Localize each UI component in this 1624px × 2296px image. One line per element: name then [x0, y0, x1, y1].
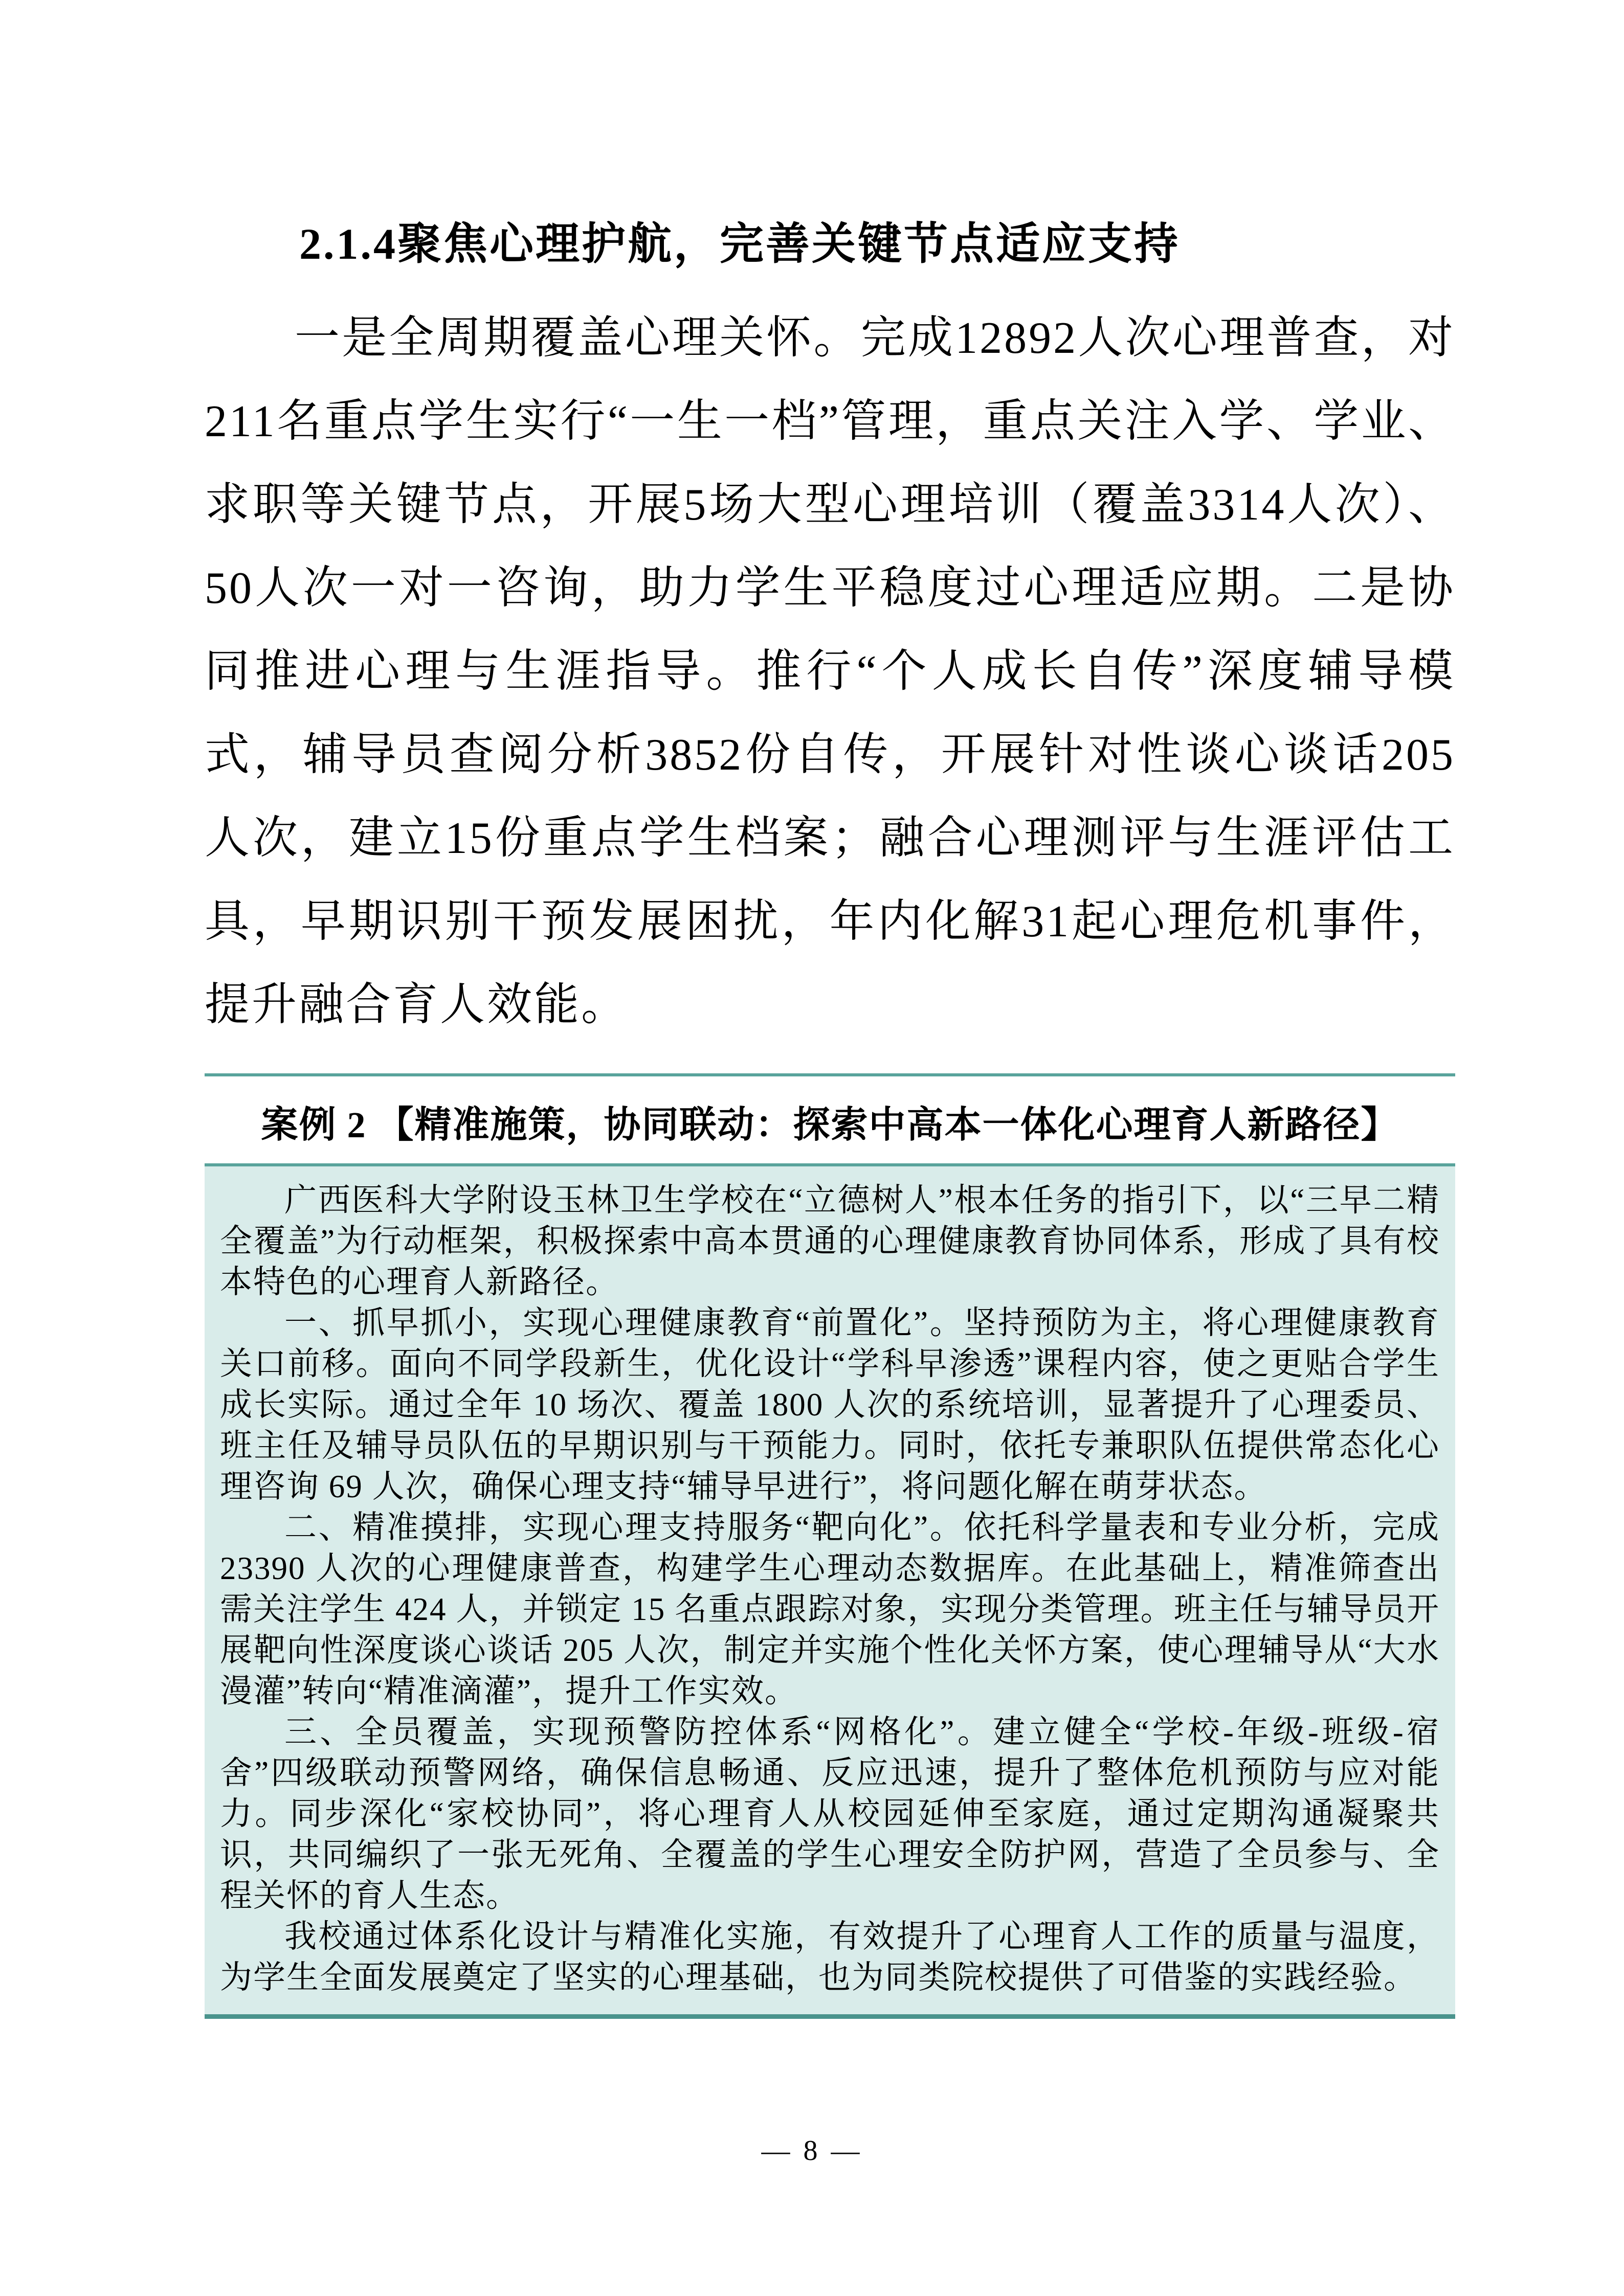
case-paragraph-point-2: 二、精准摸排，实现心理支持服务“靶向化”。依托科学量表和专业分析，完成 23390 人次的心理健康普查，构建学生心理动态数据库。在此基础上，精准筛查出需关注学生 424 人，并锁定 15 名重点跟踪对象，实现分类管理。班主任与辅导员开展靶向性深度谈心谈话 205 人次，制定并实施个性化关怀方案，使心理辅导从“大水漫灌”转向“精准滴灌”，提升工作实效。 [220, 1510, 1440, 1709]
case-paragraph-point-1: 一、抓早抓小，实现心理健康教育“前置化”。坚持预防为主，将心理健康教育关口前移。面向不同学段新生，优化设计“学科早渗透”课程内容，使之更贴合学生成长实际。通过全年 10 场次、覆盖 1800 人次的系统培训，显著提升了心理委员、班主任及辅导员队伍的早期识别与干预能力。同时，依托专兼职队伍提供常态化心理咨询 69 人次，确保心理支持“辅导早进行”，将问题化解在萌芽状态。 [220, 1305, 1440, 1504]
section-body-paragraph: 一是全周期覆盖心理关怀。完成12892人次心理普查，对211名重点学生实行“一生一档”管理，重点关注入学、学业、求职等关键节点，开展5场大型心理培训（覆盖3314人次）、50人次一对一咨询，助力学生平稳度过心理适应期。二是协同推进心理与生涯指导。推行“个人成长自传”深度辅导模式，辅导员查阅分析3852份自传，开展针对性谈心谈话205人次，建立15份重点学生档案；融合心理测评与生涯评估工具，早期识别干预发展困扰，年内化解31起心理危机事件，提升融合育人效能。 [205, 313, 1455, 1030]
section-heading: 2.1.4聚焦心理护航，完善关键节点适应支持 [299, 219, 1180, 268]
case-paragraph-summary: 我校通过体系化设计与精准化实施，有效提升了心理育人工作的质量与温度，为学生全面发展奠定了坚实的心理基础，也为同类院校提供了可借鉴的实践经验。 [220, 1919, 1440, 1995]
case-title: 案例 2 【精准施策，协同联动：探索中高本一体化心理育人新路径】 [261, 1105, 1399, 1145]
case-header-strip [205, 1073, 1455, 1163]
case-paragraph-point-3: 三、全员覆盖，实现预警防控体系“网格化”。建立健全“学校-年级-班级-宿舍”四级联动预警网络，确保信息畅通、反应迅速，提升了整体危机预防与应对能力。同步深化“家校协同”，将心理育人从校园延伸至家庭，通过定期沟通凝聚共识，共同编织了一张无死角、全覆盖的学生心理安全防护网，营造了全员参与、全程关怀的育人生态。 [220, 1714, 1440, 1914]
case-box [205, 1163, 1455, 2019]
page-number: — 8 — [761, 2135, 863, 2167]
case-paragraph-intro: 广西医科大学附设玉林卫生学校在“立德树人”根本任务的指引下，以“三早二精全覆盖”为行动框架，积极探索中高本贯通的心理健康教育协同体系，形成了具有校本特色的心理育人新路径。 [220, 1182, 1440, 1300]
page-content [205, 0, 1455, 2019]
